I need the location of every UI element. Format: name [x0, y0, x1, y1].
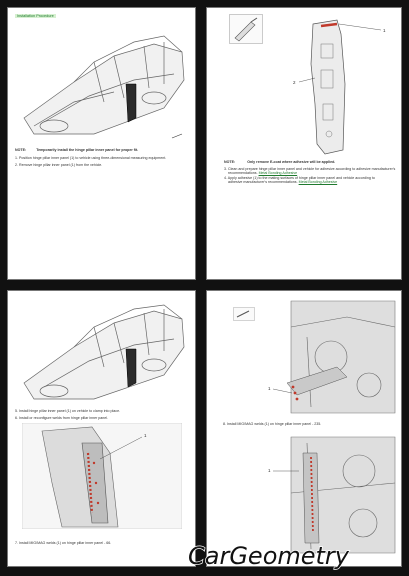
step-2: 2. Remove hinge pillar inner panel (1) from the vehicle.	[15, 163, 103, 167]
step-3-cont: recommendations.	[228, 171, 259, 175]
welding-torch-icon	[233, 307, 255, 321]
callout-2: 2	[293, 80, 296, 85]
step-6: 6. Install or reconfigure welds from hinge pillar inner panel.	[15, 416, 109, 420]
step-1: 1. Position hinge pillar inner panel (1) to vehicle using three-dimensional measuring equipment.	[15, 156, 167, 160]
step-8: 8. Install MIG/MAG welds (1) on hinge pillar inner panel - 235.	[223, 422, 322, 426]
metal-bonding-link-2[interactable]: Metal Bonding Adhesive	[298, 180, 338, 184]
manual-page-2	[206, 7, 402, 280]
car-body-frame-illustration	[14, 297, 191, 407]
hinge-pillar-highlight	[126, 349, 136, 387]
callout-1: 1	[268, 386, 271, 391]
metal-bonding-link-1[interactable]: Metal Bonding Adhesive	[258, 171, 298, 175]
note-text: Temporarily install the hinge pillar inner panel for proper fit.	[36, 148, 139, 152]
callout-1: 1	[383, 28, 386, 33]
step-7: 7. Install MIG/MAG welds (1) on hinge pillar inner panel - 66.	[15, 541, 112, 545]
note-label: NOTE:	[15, 148, 27, 152]
weld-callout-upper	[267, 351, 313, 411]
manual-page-1	[7, 7, 196, 280]
manual-page-4	[206, 290, 402, 567]
note-text: Only remove E-coat where adhesive will be applied.	[247, 160, 336, 164]
hinge-pillar-panel-illustration	[285, 14, 395, 158]
step-5: 5. Install hinge pillar inner panel (1) on vehicle to clamp into place.	[15, 409, 121, 413]
weld-callout-lower	[267, 451, 307, 491]
manual-page-3	[7, 290, 196, 567]
callout-1: 1	[268, 468, 271, 473]
hinge-pillar-highlight	[126, 84, 136, 122]
adhesive-gun-icon	[229, 14, 263, 44]
section-header: Installation Procedure	[17, 14, 54, 18]
weld-location-illustration	[22, 423, 182, 529]
step-3: 3. Clean and prepare hinge pillar inner panel and vehicle for adhesive according to adhesive manufacturer's	[224, 167, 396, 171]
watermark-text: CarGeometry	[188, 542, 350, 570]
car-body-frame-illustration	[14, 22, 191, 146]
step-4-cont: adhesive manufacturer's recommendations.	[228, 180, 299, 184]
step-4: 4. Apply adhesive (1) to the mating surfaces of hinge pillar inner panel and vehicle according to	[224, 176, 375, 180]
note-label: NOTE:	[224, 160, 236, 164]
callout-1: 1	[144, 433, 147, 438]
cargeometry-watermark-logo	[186, 540, 404, 572]
